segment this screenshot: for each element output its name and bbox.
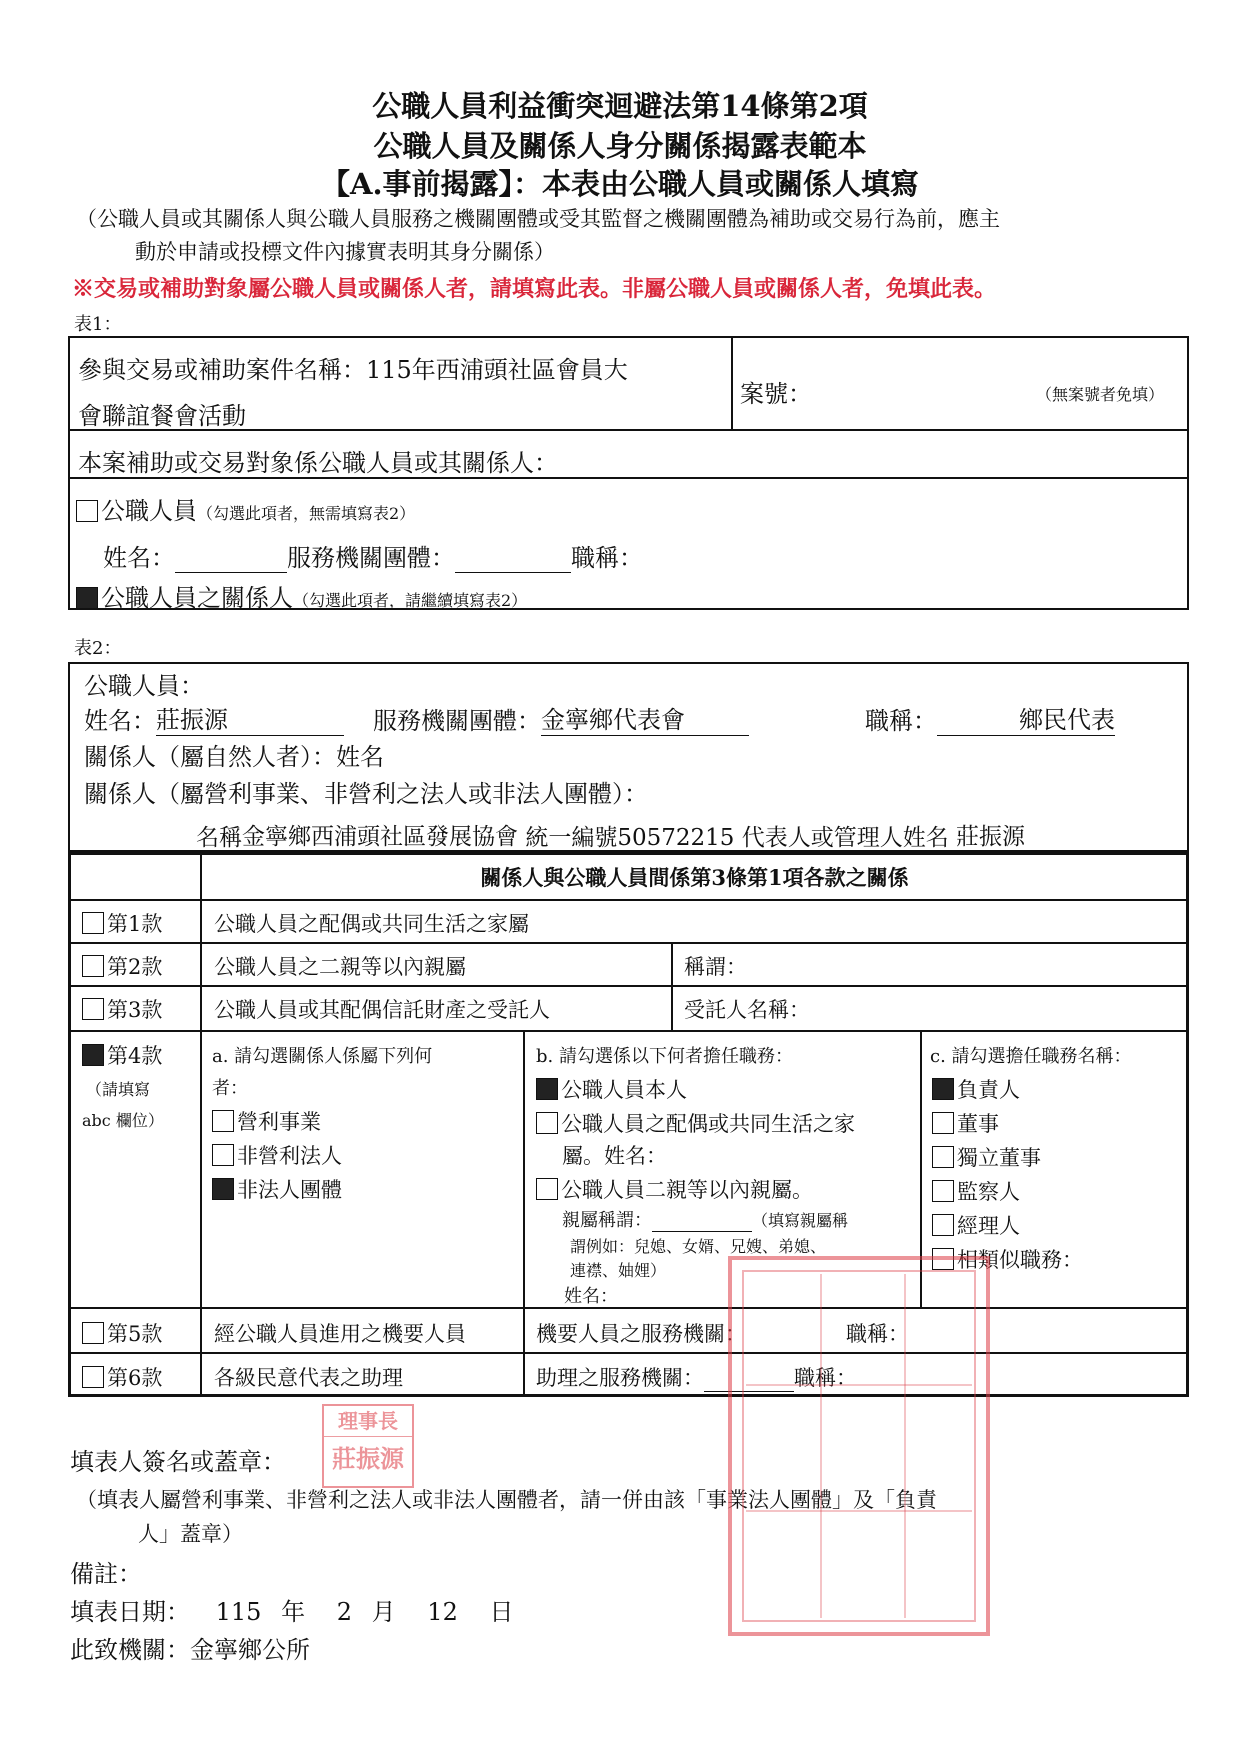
natural-person-row: 關係人（屬自然人者）：姓名 — [84, 743, 384, 771]
clause-4-note-1: （請填寫 — [86, 1080, 151, 1099]
date-label: 填表日期： — [70, 1598, 190, 1626]
entity-uid-value: 50572215 — [617, 825, 735, 851]
date-month-unit: 月 — [371, 1598, 396, 1626]
official-org-row — [373, 700, 749, 736]
col-a-opt-1-label: 營利事業 — [237, 1110, 321, 1134]
checkbox-nonprofit[interactable] — [212, 1144, 234, 1166]
clause-2[interactable] — [82, 951, 162, 981]
col-a-opt-2[interactable] — [212, 1140, 342, 1170]
checkbox-self[interactable] — [536, 1078, 558, 1100]
col-b-name: 姓名： — [564, 1286, 618, 1307]
official-org-label: 服務機關團體： — [287, 544, 455, 572]
clause-2-extra: 稱謂： — [684, 955, 747, 979]
signature-label: 填表人簽名或蓋章： — [70, 1448, 286, 1476]
checkbox-manager[interactable] — [932, 1214, 954, 1236]
col-a-heading-1: a. 請勾選關係人係屬下列何 — [212, 1046, 433, 1067]
checkbox-director[interactable] — [932, 1112, 954, 1134]
date-month: 2 — [336, 1598, 353, 1626]
clause-6[interactable] — [82, 1362, 162, 1392]
col-c-opt-3-label: 獨立董事 — [957, 1146, 1041, 1170]
checkbox-supervisor[interactable] — [932, 1180, 954, 1202]
col-c-heading: c. 請勾選擔任職務名稱： — [930, 1046, 1132, 1067]
clause-5-label: 第5款 — [107, 1322, 163, 1346]
warning-text: ※交易或補助對象屬公職人員或關係人者，請填寫此表。非屬公職人員或關係人者，免填此表。 — [72, 276, 997, 302]
title-line-3: 【A.事前揭露】：本表由公職人員或關係人填寫 — [320, 167, 920, 201]
official-name-blank[interactable] — [175, 549, 287, 573]
col-b-opt-2-label: 公職人員之配偶或共同生活之家 — [561, 1112, 855, 1136]
official-title-label: 職稱： — [571, 544, 643, 572]
table2-label: 表2： — [74, 638, 122, 659]
official-name-label: 姓名： — [103, 544, 175, 572]
col-a-opt-2-label: 非營利法人 — [237, 1144, 342, 1168]
option-relation-label: 公職人員之關係人 — [101, 584, 293, 612]
entity-name-label: 名稱 — [196, 825, 242, 851]
title-label: 職稱： — [865, 707, 937, 735]
clause-4-note-2: abc 欄位） — [82, 1111, 164, 1130]
date-year-unit: 年 — [281, 1598, 306, 1626]
checkbox-clause-3[interactable] — [82, 998, 104, 1020]
col-c-opt-5[interactable] — [932, 1210, 1020, 1240]
clause-3[interactable] — [82, 994, 162, 1024]
seal-name: 莊振源 — [332, 1444, 404, 1473]
name-label: 姓名： — [84, 707, 156, 735]
case-number-label: 案號： — [740, 380, 812, 408]
title-value: 鄉民代表 — [937, 700, 1115, 736]
date-day: 12 — [427, 1598, 458, 1626]
checkbox-indep-director[interactable] — [932, 1146, 954, 1168]
entity-heading: 關係人（屬營利事業、非營利之法人或非法人團體）： — [84, 780, 648, 808]
col-c-opt-1[interactable] — [932, 1074, 1020, 1104]
title-line-2: 公職人員及關係人身分關係揭露表範本 — [373, 129, 867, 163]
entity-row — [196, 818, 1025, 852]
case-name-line-1: 參與交易或補助案件名稱：115年西浦頭社區會員大 — [78, 356, 628, 384]
entity-uid-label: 統一編號 — [525, 825, 618, 851]
col-c-opt-1-label: 負責人 — [957, 1078, 1020, 1102]
col-b-kin-example-1: 謂例如：兒媳、女婿、兄嫂、弟媳、 — [570, 1237, 827, 1256]
option-official-label: 公職人員 — [101, 497, 197, 525]
col-b-opt-2[interactable] — [536, 1108, 855, 1138]
col-b-opt-3[interactable] — [536, 1174, 813, 1204]
checkbox-spouse[interactable] — [536, 1112, 558, 1134]
col-c-opt-3[interactable] — [932, 1142, 1041, 1172]
col-a-opt-1[interactable] — [212, 1106, 321, 1136]
checkbox-clause-4[interactable] — [82, 1044, 104, 1066]
checkbox-responsible[interactable] — [932, 1078, 954, 1100]
date-year: 115 — [215, 1598, 262, 1626]
col-c-opt-4[interactable] — [932, 1176, 1020, 1206]
org-label: 服務機關團體： — [373, 707, 541, 735]
col-a-heading-2: 者： — [212, 1078, 248, 1099]
col-b-kin-label: 親屬稱謂： — [562, 1210, 652, 1231]
clause-4-label: 第4款 — [107, 1044, 163, 1068]
official-heading: 公職人員： — [84, 672, 204, 700]
instruction-note-1: （公職人員或其關係人與公職人員服務之機關團體或受其監督之機關團體為補助或交易行為前，應主 — [76, 207, 1000, 231]
clause-5-title-label: 職稱： — [846, 1322, 909, 1346]
col-b-opt-1-label: 公職人員本人 — [561, 1078, 687, 1102]
clause-3-desc: 公職人員或其配偶信託財產之受託人 — [214, 998, 550, 1022]
checkbox-clause-6[interactable] — [82, 1366, 104, 1388]
col-b-kin-example-2: 連襟、妯娌） — [570, 1261, 667, 1280]
official-title-row — [865, 700, 1115, 736]
table1-label: 表1： — [74, 314, 122, 335]
clause-5-desc: 經公職人員進用之機要人員 — [214, 1322, 466, 1346]
col-c-opt-5-label: 經理人 — [957, 1214, 1020, 1238]
col-b-opt-2b: 屬。姓名： — [562, 1144, 667, 1168]
clause-3-extra: 受託人名稱： — [684, 998, 810, 1022]
checkbox-profit[interactable] — [212, 1110, 234, 1132]
clause-6-agency-label: 助理之服務機關： — [536, 1366, 704, 1390]
col-c-opt-4-label: 監察人 — [957, 1180, 1020, 1204]
checkbox-relation[interactable] — [76, 587, 98, 609]
signature-note-1: （填表人屬營利事業、非營利之法人或非法人團體者，請一併由該「事業法人團體」及「負責 — [76, 1488, 937, 1512]
checkbox-kin[interactable] — [536, 1178, 558, 1200]
seal-title: 理事長 — [324, 1406, 412, 1437]
clause-6-title-label: 職稱： — [794, 1366, 857, 1390]
checkbox-official[interactable] — [76, 500, 98, 522]
official-fields-row — [103, 538, 643, 573]
name-value: 莊振源 — [156, 700, 344, 736]
entity-rep-label: 代表人或管理人姓名 — [741, 825, 949, 851]
checkbox-clause-1[interactable] — [82, 912, 104, 934]
clause-5[interactable] — [82, 1318, 162, 1348]
clause-6-label: 第6款 — [107, 1366, 163, 1390]
clause-3-label: 第3款 — [107, 998, 163, 1022]
col-a-opt-3[interactable] — [212, 1174, 342, 1204]
col-b-heading: b. 請勾選係以下何者擔任職務： — [536, 1046, 793, 1067]
association-seal-stamp — [728, 1256, 990, 1636]
org-value: 金寧鄉代表會 — [541, 700, 749, 736]
case-name-line-2: 會聯誼餐會活動 — [78, 402, 246, 430]
target-label: 本案補助或交易對象係公職人員或其關係人： — [78, 449, 558, 477]
col-c-opt-2[interactable] — [932, 1108, 999, 1138]
entity-rep-value: 莊振源 — [956, 818, 1025, 852]
signature-note-2: 人」蓋章） — [138, 1522, 243, 1546]
clause-2-desc: 公職人員之二親等以內親屬 — [214, 955, 466, 979]
option-official-note: （勾選此項者，無需填寫表2） — [197, 504, 416, 523]
col-b-opt-3-label: 公職人員二親等以內親屬。 — [561, 1178, 813, 1202]
chairman-seal-stamp — [322, 1404, 414, 1488]
remarks-label: 備註： — [70, 1560, 142, 1588]
clause-4[interactable] — [82, 1040, 162, 1070]
date-day-unit: 日 — [489, 1598, 514, 1626]
col-b-opt-1[interactable] — [536, 1074, 687, 1104]
checkbox-clause-2[interactable] — [82, 955, 104, 977]
col-c-opt-6-label: 相類似職務： — [957, 1248, 1083, 1272]
option-relation-note: （勾選此項者，請繼續填寫表2） — [293, 591, 528, 610]
to-agency: 此致機關：金寧鄉公所 — [70, 1636, 310, 1664]
official-name-row — [84, 700, 344, 736]
title-line-1: 公職人員利益衝突迴避法第14條第2項 — [372, 89, 868, 123]
case-number-note: （無案號者免填） — [1036, 385, 1165, 404]
date-row — [70, 1592, 513, 1627]
option-relation[interactable] — [76, 578, 527, 613]
clause-5-agency-label: 機要人員之服務機關： — [536, 1322, 746, 1346]
official-org-blank[interactable] — [455, 549, 571, 573]
col-b-kin-hint: （填寫親屬稱 — [752, 1211, 849, 1230]
checkbox-clause-5[interactable] — [82, 1322, 104, 1344]
grid-header: 關係人與公職人員間係第3條第1項各款之關係 — [480, 865, 909, 890]
clause-1-label: 第1款 — [107, 912, 163, 936]
clause-6-desc: 各級民意代表之助理 — [214, 1366, 403, 1390]
instruction-note-2: 動於申請或投標文件內據實表明其身分關係） — [135, 240, 555, 264]
checkbox-unincorporated[interactable] — [212, 1178, 234, 1200]
clause-1-desc: 公職人員之配偶或共同生活之家屬 — [214, 912, 529, 936]
clause-1[interactable] — [82, 908, 162, 938]
col-b-kin-blank[interactable] — [652, 1212, 752, 1232]
col-b-kin-row — [562, 1206, 848, 1232]
col-a-opt-3-label: 非法人團體 — [237, 1178, 342, 1202]
col-c-opt-2-label: 董事 — [957, 1112, 999, 1136]
entity-name-value: 金寧鄉西浦頭社區發展協會 — [242, 818, 518, 852]
clause-2-label: 第2款 — [107, 955, 163, 979]
option-official[interactable] — [76, 491, 415, 526]
